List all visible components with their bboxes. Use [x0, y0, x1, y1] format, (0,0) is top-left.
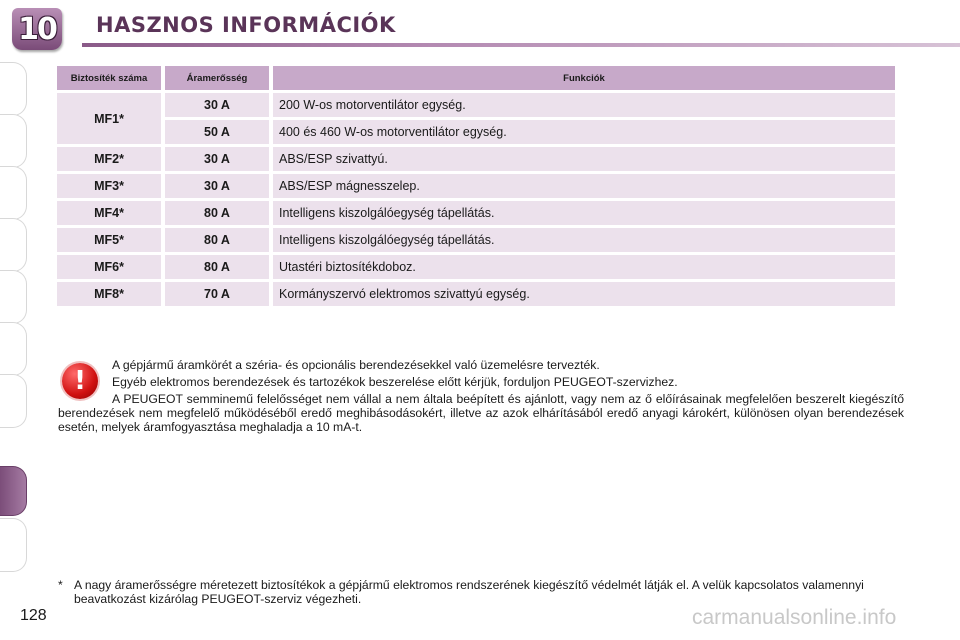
amperage-cell: 30 A — [165, 93, 269, 117]
table-row — [57, 228, 895, 252]
side-tab-4[interactable] — [0, 218, 27, 272]
side-tab-2[interactable] — [0, 114, 27, 168]
side-tab-3[interactable] — [0, 166, 27, 220]
table-row — [57, 282, 895, 306]
table-row — [57, 147, 895, 171]
function-cell: ABS/ESP szivattyú. — [273, 147, 895, 171]
page-title: HASZNOS INFORMÁCIÓK — [96, 13, 396, 37]
table-row — [57, 120, 895, 144]
chapter-number: 10 — [18, 11, 56, 47]
footnote-mark: * — [58, 578, 63, 592]
table-header-row — [57, 66, 895, 90]
function-cell: Utastéri biztosítékdoboz. — [273, 255, 895, 279]
footnote-text: A nagy áramerősségre méretezett biztosítékok a gépjármű elektromos rendszerének kiegészítő védelmét látják el. A velük kapcsolatos valamennyi beavatkozást kizárólag PEUGEOT-szerviz végezheti. — [74, 578, 864, 606]
exclamation-icon: ! — [62, 363, 98, 399]
header-amperage: Áramerősség — [165, 66, 269, 90]
amperage-cell: 80 A — [165, 255, 269, 279]
watermark: carmanualsonline.info — [692, 606, 897, 629]
amperage-cell: 80 A — [165, 228, 269, 252]
fuse-number-cell: MF2* — [57, 147, 161, 171]
function-cell: 200 W-os motorventilátor egység. — [273, 93, 895, 117]
amperage-cell: 80 A — [165, 201, 269, 225]
side-tab-6[interactable] — [0, 322, 27, 376]
function-cell: ABS/ESP mágnesszelep. — [273, 174, 895, 198]
amperage-cell: 70 A — [165, 282, 269, 306]
fuse-number-cell: MF6* — [57, 255, 161, 279]
fuse-number-cell: MF8* — [57, 282, 161, 306]
amperage-cell: 30 A — [165, 174, 269, 198]
amperage-cell: 30 A — [165, 147, 269, 171]
header-functions: Funkciók — [273, 66, 895, 90]
fuse-number-cell: MF4* — [57, 201, 161, 225]
header-fuse-number: Biztosíték száma — [57, 66, 161, 90]
footnote — [58, 578, 904, 606]
header-rule — [82, 43, 960, 47]
warning-paragraph: A PEUGEOT semminemű felelősséget nem vállal a nem általa beépített és ajánlott, vagy nem az ő előírásainak megfelelően beszerelt kiegészítő berendezések nem megfelelő működéséből eredő meghibásodásokért, illetve az azok elhárításából eredő anyagi károkért, különösen olyan berendezések esetén, melyek áramfogyasztása meghaladja a 10 mA-t. — [58, 392, 904, 434]
function-cell: 400 és 460 W-os motorventilátor egység. — [273, 120, 895, 144]
side-tab-5[interactable] — [0, 270, 27, 324]
side-tab-7[interactable] — [0, 374, 27, 428]
side-tab-strip — [0, 62, 30, 582]
fuse-table — [53, 63, 899, 309]
page-number: 128 — [20, 607, 47, 624]
function-cell: Kormányszervó elektromos szivattyú egység. — [273, 282, 895, 306]
table-row — [57, 174, 895, 198]
amperage-cell: 50 A — [165, 120, 269, 144]
warning-paragraph: A gépjármű áramkörét a széria- és opcionális berendezésekkel való üzemelésre tervezték. — [112, 358, 600, 372]
side-tab-active[interactable] — [0, 466, 27, 516]
function-cell: Intelligens kiszolgálóegység tápellátás. — [273, 228, 895, 252]
fuse-number-cell: MF3* — [57, 174, 161, 198]
warning-note — [58, 358, 904, 437]
side-tab-1[interactable] — [0, 62, 27, 116]
fuse-number-cell: MF5* — [57, 228, 161, 252]
table-row — [57, 93, 895, 117]
side-tab-9[interactable] — [0, 518, 27, 572]
chapter-tab — [12, 8, 62, 50]
fuse-number-cell: MF1* — [57, 93, 161, 144]
table-row — [57, 201, 895, 225]
warning-paragraph: Egyéb elektromos berendezések és tartozékok beszerelése előtt kérjük, forduljon PEUGEOT-szervizhez. — [112, 375, 678, 389]
function-cell: Intelligens kiszolgálóegység tápellátás. — [273, 201, 895, 225]
table-row — [57, 255, 895, 279]
